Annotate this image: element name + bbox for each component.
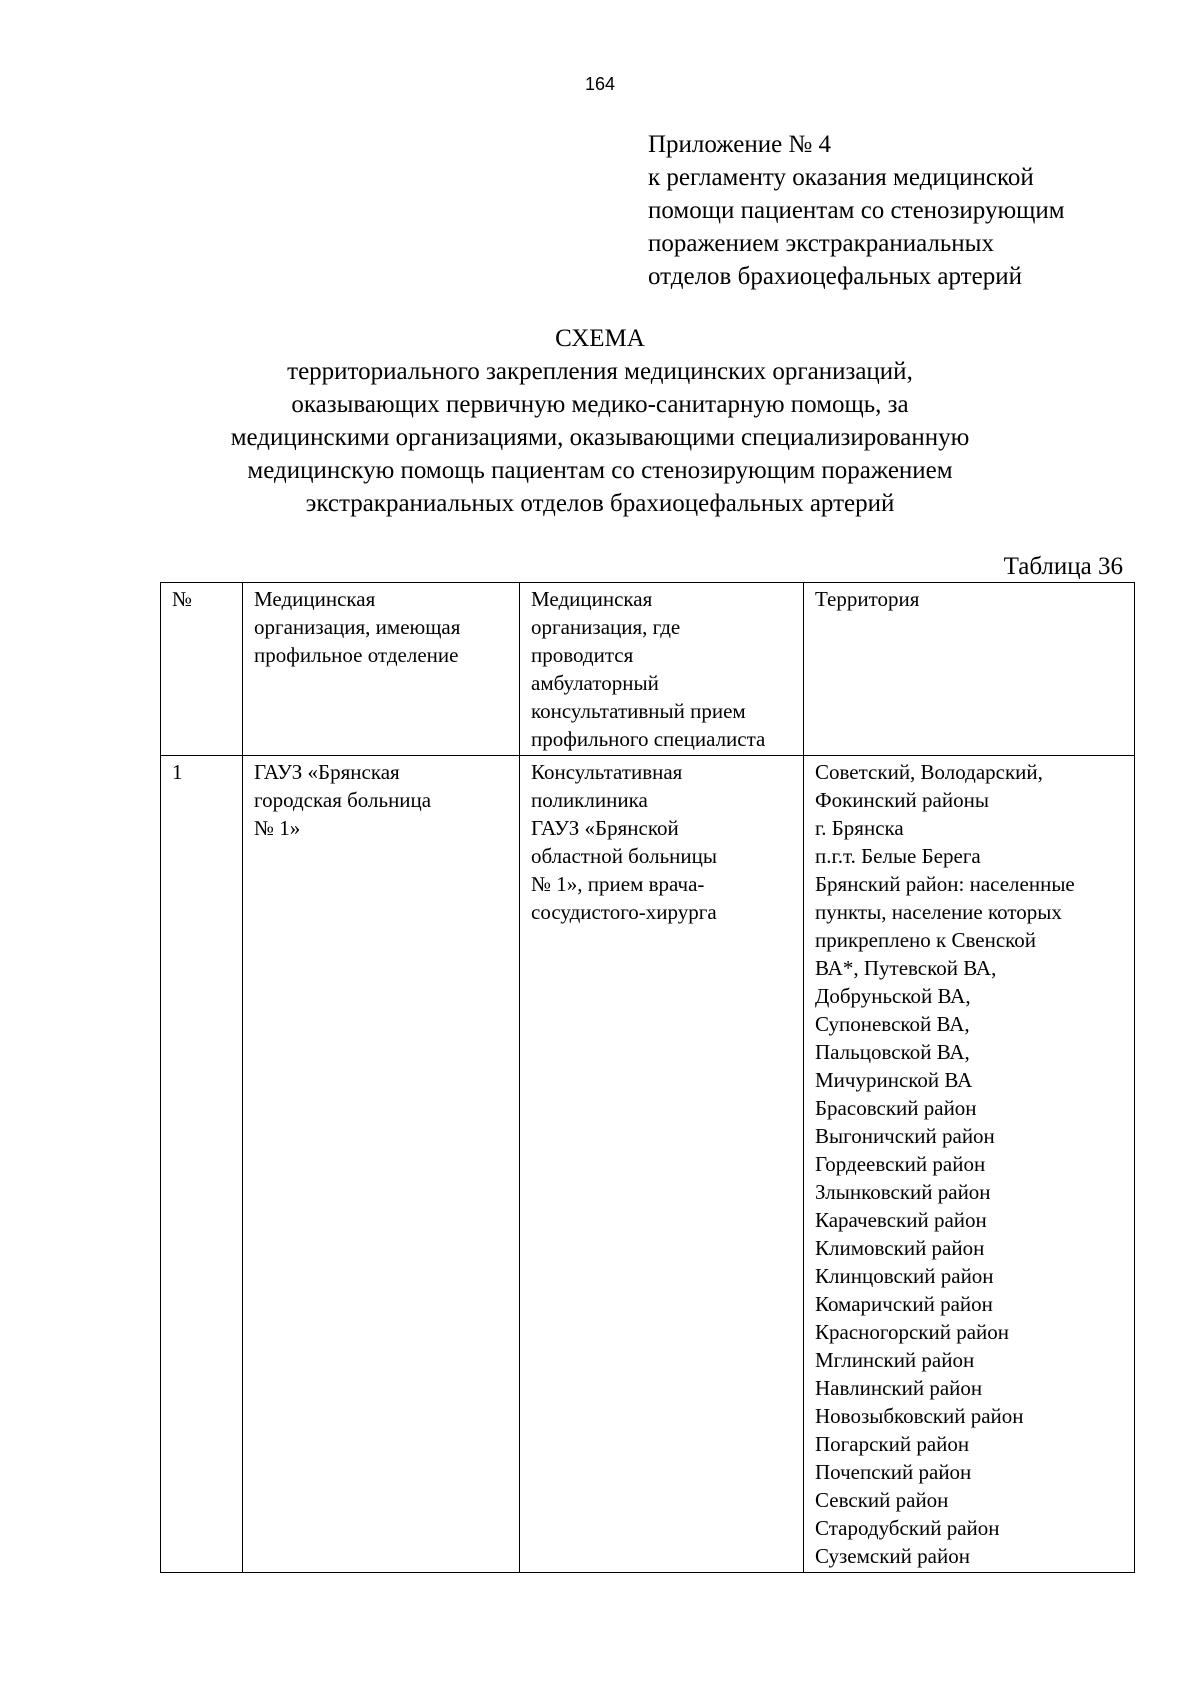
header-cell-consult: Медицинская организация, где проводится амбулаторный консультативный прием профильного специалиста (520, 583, 804, 756)
territory-line: Климовский район (815, 1236, 985, 1260)
document-title (0, 322, 1200, 520)
territory-line: Брасовский район (815, 1096, 977, 1120)
territory-line: Добруньской ВА, (815, 984, 971, 1008)
territory-line: ВА*, Путевской ВА, (815, 956, 997, 980)
appendix-line: Приложение № 4 (648, 131, 832, 158)
territory-line: Погарский район (815, 1432, 970, 1456)
territory-line: пункты, население которых (815, 900, 1062, 924)
territory-line: Пальцовской ВА, (815, 1040, 970, 1064)
header-cell-territory: Территория (804, 583, 1135, 756)
row-number-cell: 1 (161, 756, 243, 1573)
title-line: медицинскими организациями, оказывающими специализированную (230, 424, 970, 451)
territory-line: Мглинский район (815, 1348, 975, 1372)
table-header-row (161, 583, 1135, 756)
territory-line: Гордеевский район (815, 1152, 986, 1176)
territory-line: Карачевский район (815, 1208, 987, 1232)
header-cell-organization: Медицинская организация, имеющая профильное отделение (243, 583, 520, 756)
appendix-line: к регламенту оказания медицинской (648, 164, 1034, 191)
title-line: оказывающих первичную медико-санитарную помощь, за (291, 391, 909, 418)
territory-line: п.г.т. Белые Берега (815, 844, 981, 868)
title-line: медицинскую помощь пациентам со стенозирующим поражением (247, 457, 953, 484)
territory-line: Злынковский район (815, 1180, 991, 1204)
row-territory-cell (804, 756, 1135, 1573)
territory-line: Фокинский районы (815, 788, 989, 812)
header-cell-number: № (161, 583, 243, 756)
territory-line: Севский район (815, 1488, 949, 1512)
table-row (161, 756, 1135, 1573)
table-caption: Таблица 36 (1003, 553, 1123, 580)
page-number: 164 (584, 74, 616, 94)
row-organization-cell: ГАУЗ «Брянская городская больница № 1» (243, 756, 520, 1573)
territory-line: Советский, Володарский, (815, 760, 1043, 784)
territory-line: г. Брянска (815, 816, 904, 840)
appendix-line: помощи пациентам со стенозирующим (648, 197, 1065, 224)
assignment-table (160, 582, 1135, 1573)
territory-line: Навлинский район (815, 1376, 983, 1400)
territory-line: Суземский район (815, 1544, 970, 1568)
appendix-line: поражением экстракраниальных (648, 230, 994, 257)
territory-line: прикреплено к Свенской (815, 928, 1037, 952)
territory-line: Красногорский район (815, 1320, 1010, 1344)
territory-line: Комаричский район (815, 1292, 993, 1316)
title-line: территориального закрепления медицинских организаций, (287, 358, 913, 385)
territory-line: Брянский район: населенные (815, 872, 1075, 896)
title-line: экстракраниальных отделов брахиоцефальных артерий (305, 490, 895, 517)
territory-line: Новозыбковский район (815, 1404, 1024, 1428)
territory-line: Мичуринской ВА (815, 1068, 973, 1092)
territory-line: Почепский район (815, 1460, 972, 1484)
title-heading: СХЕМА (555, 325, 645, 352)
territory-line: Супоневской ВА, (815, 1012, 970, 1036)
territory-line: Стародубский район (815, 1516, 1000, 1540)
appendix-line: отделов брахиоцефальных артерий (648, 263, 1022, 290)
territory-line: Выгоничский район (815, 1124, 995, 1148)
row-consult-cell: Консультативная поликлиника ГАУЗ «Брянской областной больницы № 1», прием врача- сосудистого-хирурга (520, 756, 804, 1573)
territory-line: Клинцовский район (815, 1264, 994, 1288)
appendix-block (648, 128, 1168, 293)
